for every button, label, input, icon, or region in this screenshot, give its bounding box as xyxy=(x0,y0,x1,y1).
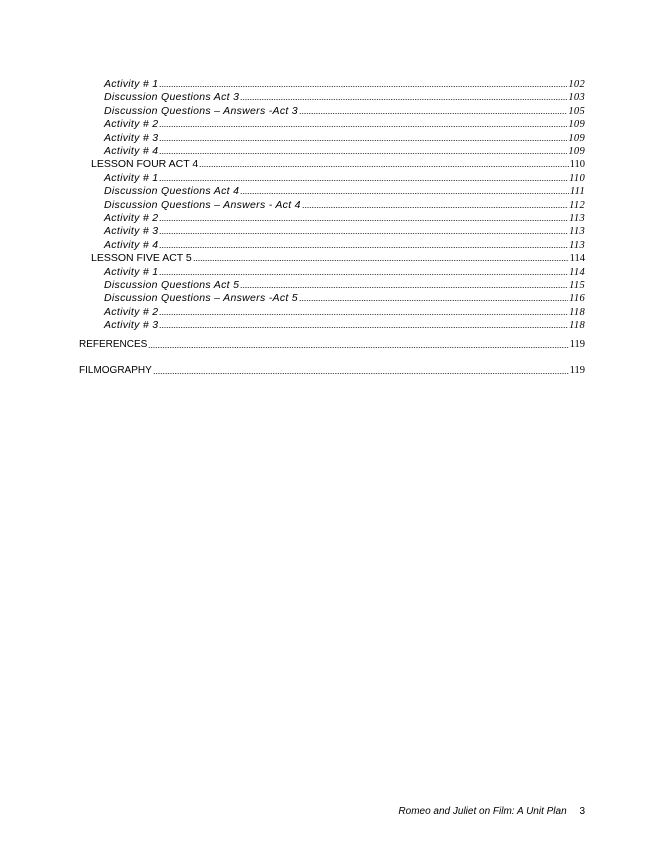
toc-entry-label: Activity # 3 xyxy=(104,319,159,332)
toc-entry-label: LESSON FIVE ACT 5 xyxy=(91,252,192,265)
toc-entry-page: 115 xyxy=(569,280,585,291)
dot-leader xyxy=(159,219,568,222)
toc-entry-label: Activity # 4 xyxy=(104,145,159,157)
dot-leader xyxy=(159,313,568,316)
toc-entry-page: 109 xyxy=(568,119,585,131)
toc-entry-label: REFERENCES xyxy=(79,338,148,350)
toc-entry-label: Discussion Questions – Answers -Act 3 xyxy=(104,104,298,117)
toc-entry[interactable] xyxy=(104,184,585,198)
toc-entry[interactable] xyxy=(91,157,585,171)
toc-entry-page: 109 xyxy=(568,146,585,157)
toc-entry[interactable] xyxy=(91,251,585,265)
toc-entry-page: 119 xyxy=(569,338,585,350)
toc-entry-label: Discussion Questions – Answers -Act 5 xyxy=(104,292,298,305)
toc-entry[interactable] xyxy=(104,117,585,131)
dot-leader xyxy=(159,273,568,276)
dot-leader xyxy=(159,85,567,88)
toc-entry-page: 116 xyxy=(569,293,585,305)
toc-entry[interactable] xyxy=(104,265,585,279)
toc-entry[interactable] xyxy=(79,364,585,378)
toc-entry-label: LESSON FOUR ACT 4 xyxy=(91,158,199,171)
toc-entry[interactable] xyxy=(104,77,585,91)
toc-entry-label: Discussion Questions Act 4 xyxy=(104,185,240,198)
toc-entry[interactable] xyxy=(104,238,585,252)
toc-entry-page: 103 xyxy=(568,92,585,104)
dot-leader xyxy=(153,372,569,375)
dot-leader xyxy=(159,125,567,128)
toc-entry-page: 105 xyxy=(568,105,585,117)
dot-leader xyxy=(159,179,568,182)
toc-entry-label: Activity # 1 xyxy=(104,265,159,278)
toc-entry-label: Discussion Questions – Answers - Act 4 xyxy=(104,198,301,211)
dot-leader xyxy=(199,165,568,168)
toc-entry[interactable] xyxy=(104,171,585,185)
dot-leader xyxy=(159,139,567,142)
dot-leader xyxy=(148,346,568,349)
toc-entry-page: 110 xyxy=(569,172,585,184)
toc-entry-label: Activity # 3 xyxy=(104,131,159,144)
toc-entry[interactable] xyxy=(104,278,585,292)
dot-leader xyxy=(240,192,569,195)
toc-entry-label: Activity # 2 xyxy=(104,305,159,318)
dot-leader xyxy=(159,152,567,155)
toc-entry-page: 114 xyxy=(569,253,585,265)
toc-entry[interactable] xyxy=(79,338,585,352)
dot-leader xyxy=(299,112,567,115)
dot-leader xyxy=(159,232,568,235)
toc-entry-label: Activity # 1 xyxy=(104,171,159,184)
toc-entry[interactable] xyxy=(104,211,585,225)
page-footer xyxy=(0,806,585,817)
toc-entry[interactable] xyxy=(104,305,585,319)
toc-entry-label: Discussion Questions Act 5 xyxy=(104,279,240,291)
toc-entry-page: 109 xyxy=(568,132,585,144)
toc-entry-page: 114 xyxy=(569,266,585,278)
dot-leader xyxy=(240,286,568,289)
dot-leader xyxy=(193,259,569,262)
toc-entry[interactable] xyxy=(104,131,585,145)
toc-entry-page: 113 xyxy=(569,213,585,224)
dot-leader xyxy=(159,246,568,249)
toc-entry-page: 118 xyxy=(569,320,585,332)
toc-entry-page: 118 xyxy=(569,306,585,318)
toc-entry[interactable] xyxy=(104,318,585,332)
toc-entry-page: 102 xyxy=(568,79,585,90)
toc-entry-page: 111 xyxy=(569,186,585,198)
dot-leader xyxy=(240,98,567,101)
toc-entry-label: Activity # 1 xyxy=(104,78,159,90)
toc-entry-label: Activity # 3 xyxy=(104,225,159,238)
toc-entry[interactable] xyxy=(104,104,585,118)
footer-page-number: 3 xyxy=(579,806,585,817)
toc-entry[interactable] xyxy=(104,291,585,305)
dot-leader xyxy=(299,299,568,302)
toc-entry[interactable] xyxy=(104,224,585,238)
toc-entry-label: FILMOGRAPHY xyxy=(79,364,152,376)
toc-entry-page: 112 xyxy=(569,199,585,211)
dot-leader xyxy=(302,206,568,209)
toc-entry-page: 113 xyxy=(569,239,585,251)
footer-title: Romeo and Juliet on Film: A Unit Plan xyxy=(398,806,567,817)
toc-entry[interactable] xyxy=(104,144,585,158)
dot-leader xyxy=(159,326,568,329)
toc-entry-label: Activity # 4 xyxy=(104,238,159,251)
toc-entry[interactable] xyxy=(104,90,585,104)
toc-entry-label: Activity # 2 xyxy=(104,212,159,224)
toc-entry[interactable] xyxy=(104,198,585,212)
toc-entry-label: Discussion Questions Act 3 xyxy=(104,91,240,104)
toc-entry-page: 110 xyxy=(569,159,585,171)
toc-entry-page: 113 xyxy=(569,226,585,238)
toc-entry-page: 119 xyxy=(569,364,585,376)
toc-entry-label: Activity # 2 xyxy=(104,118,159,131)
